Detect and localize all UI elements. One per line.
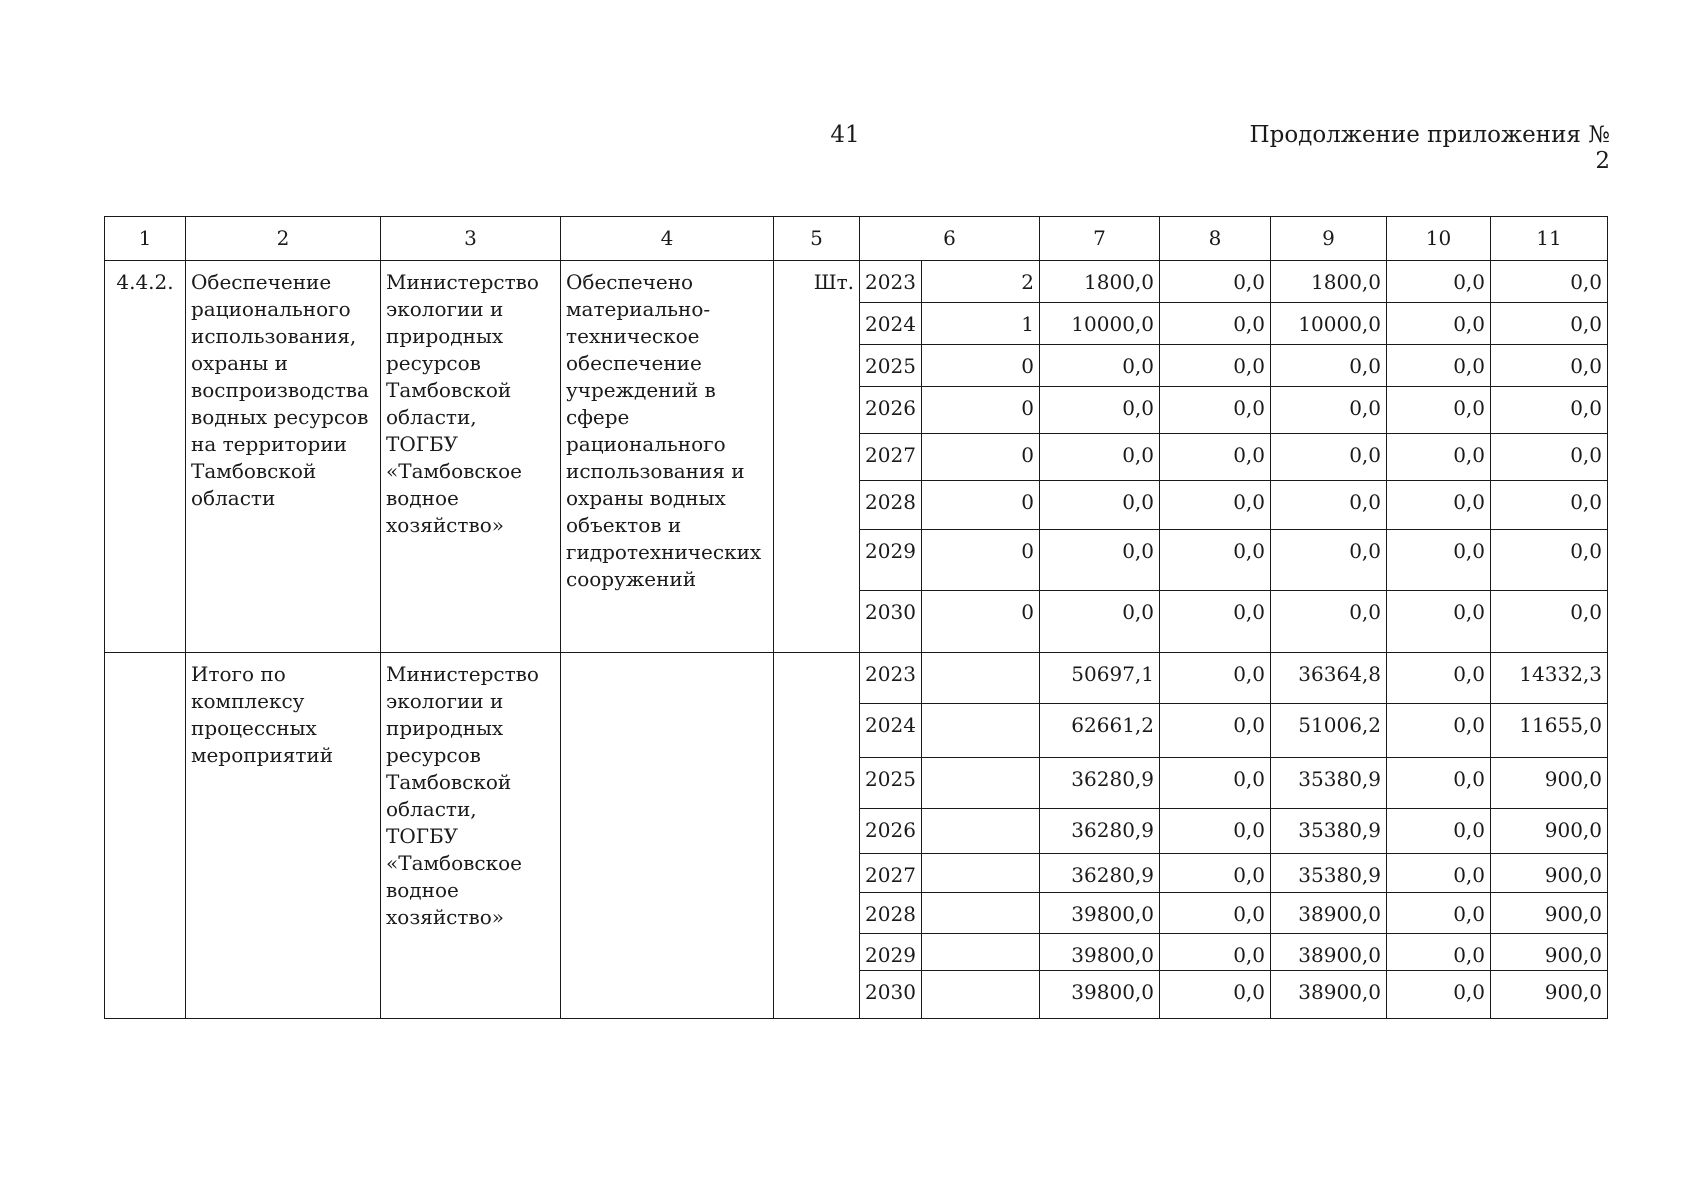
year-cell: 2028 (860, 893, 922, 934)
column-number: 7 (1040, 217, 1160, 261)
column-number: 9 (1271, 217, 1387, 261)
col10-cell: 0,0 (1387, 591, 1491, 653)
col10-cell: 0,0 (1387, 934, 1491, 971)
column-number: 10 (1387, 217, 1491, 261)
empty-code-cell (105, 653, 186, 1019)
column-number: 2 (186, 217, 381, 261)
total-cell: 0,0 (1040, 434, 1160, 481)
year-cell: 2024 (860, 303, 922, 345)
col11-cell: 0,0 (1491, 434, 1608, 481)
col9-cell: 38900,0 (1271, 971, 1387, 1019)
total-cell: 39800,0 (1040, 934, 1160, 971)
col10-cell: 0,0 (1387, 261, 1491, 303)
col11-cell: 900,0 (1491, 934, 1608, 971)
total-cell: 36280,9 (1040, 809, 1160, 854)
indicator-value-cell: 1 (922, 303, 1040, 345)
col11-cell: 900,0 (1491, 971, 1608, 1019)
col11-cell: 900,0 (1491, 809, 1608, 854)
col8-cell: 0,0 (1160, 704, 1271, 758)
col8-cell: 0,0 (1160, 758, 1271, 809)
column-number-row (105, 217, 1608, 261)
col9-cell: 0,0 (1271, 591, 1387, 653)
col8-cell: 0,0 (1160, 434, 1271, 481)
col11-cell: 14332,3 (1491, 653, 1608, 704)
year-cell: 2023 (860, 653, 922, 704)
col9-cell: 38900,0 (1271, 893, 1387, 934)
year-cell: 2029 (860, 934, 922, 971)
col10-cell: 0,0 (1387, 345, 1491, 387)
result-description: Обеспечено материально-техническое обеспечение учреждений в сфере рационального использования и охраны водных объектов и гидротехнических сооружений (561, 261, 774, 653)
col11-cell: 0,0 (1491, 530, 1608, 591)
year-cell: 2026 (860, 387, 922, 434)
total-cell: 10000,0 (1040, 303, 1160, 345)
year-cell: 2028 (860, 481, 922, 530)
col10-cell: 0,0 (1387, 704, 1491, 758)
empty-result-cell (561, 653, 774, 1019)
total-cell: 39800,0 (1040, 893, 1160, 934)
col9-cell: 51006,2 (1271, 704, 1387, 758)
col8-cell: 0,0 (1160, 809, 1271, 854)
year-cell: 2030 (860, 971, 922, 1019)
col11-cell: 0,0 (1491, 481, 1608, 530)
indicator-value-cell: 0 (922, 434, 1040, 481)
indicator-value-cell (922, 971, 1040, 1019)
page-number: 41 (830, 122, 860, 148)
col8-cell: 0,0 (1160, 345, 1271, 387)
total-cell: 62661,2 (1040, 704, 1160, 758)
col9-cell: 0,0 (1271, 387, 1387, 434)
year-cell: 2023 (860, 261, 922, 303)
col10-cell: 0,0 (1387, 758, 1491, 809)
indicator-value-cell (922, 893, 1040, 934)
year-cell: 2030 (860, 591, 922, 653)
col8-cell: 0,0 (1160, 854, 1271, 893)
indicator-value-cell (922, 758, 1040, 809)
total-cell: 36280,9 (1040, 854, 1160, 893)
year-cell: 2025 (860, 345, 922, 387)
indicator-value-cell (922, 809, 1040, 854)
total-cell: 0,0 (1040, 345, 1160, 387)
col11-cell: 0,0 (1491, 387, 1608, 434)
indicator-value-cell (922, 653, 1040, 704)
column-number: 4 (561, 217, 774, 261)
col11-cell: 900,0 (1491, 893, 1608, 934)
total-cell: 0,0 (1040, 481, 1160, 530)
column-number: 5 (774, 217, 860, 261)
year-cell: 2024 (860, 704, 922, 758)
col9-cell: 35380,9 (1271, 809, 1387, 854)
col11-cell: 900,0 (1491, 854, 1608, 893)
col8-cell: 0,0 (1160, 893, 1271, 934)
col10-cell: 0,0 (1387, 530, 1491, 591)
col9-cell: 10000,0 (1271, 303, 1387, 345)
col8-cell: 0,0 (1160, 387, 1271, 434)
col8-cell: 0,0 (1160, 261, 1271, 303)
col8-cell: 0,0 (1160, 971, 1271, 1019)
year-cell: 2029 (860, 530, 922, 591)
col11-cell: 0,0 (1491, 591, 1608, 653)
col9-cell: 0,0 (1271, 434, 1387, 481)
column-number: 11 (1491, 217, 1608, 261)
col10-cell: 0,0 (1387, 809, 1491, 854)
total-cell: 36280,9 (1040, 758, 1160, 809)
col11-cell: 0,0 (1491, 303, 1608, 345)
total-cell: 39800,0 (1040, 971, 1160, 1019)
column-number: 3 (381, 217, 561, 261)
indicator-value-cell: 0 (922, 345, 1040, 387)
col9-cell: 1800,0 (1271, 261, 1387, 303)
col8-cell: 0,0 (1160, 591, 1271, 653)
col8-cell: 0,0 (1160, 303, 1271, 345)
measure-code: 4.4.2. (105, 261, 186, 653)
total-cell: 0,0 (1040, 530, 1160, 591)
col11-cell: 0,0 (1491, 261, 1608, 303)
total-name: Итого по комплексу процессных мероприятий (186, 653, 381, 1019)
section-4-4-2 (105, 261, 1608, 653)
column-number: 1 (105, 217, 186, 261)
year-cell: 2027 (860, 434, 922, 481)
col9-cell: 38900,0 (1271, 934, 1387, 971)
indicator-value-cell (922, 854, 1040, 893)
col9-cell: 0,0 (1271, 481, 1387, 530)
indicator-value-cell: 0 (922, 387, 1040, 434)
total-cell: 1800,0 (1040, 261, 1160, 303)
table-row (105, 261, 1608, 303)
indicator-value-cell: 0 (922, 591, 1040, 653)
col11-cell: 900,0 (1491, 758, 1608, 809)
col10-cell: 0,0 (1387, 971, 1491, 1019)
col10-cell: 0,0 (1387, 653, 1491, 704)
column-number: 6 (860, 217, 1040, 261)
indicator-value-cell: 2 (922, 261, 1040, 303)
column-number: 8 (1160, 217, 1271, 261)
section-total (105, 653, 1608, 1019)
col10-cell: 0,0 (1387, 303, 1491, 345)
unit-of-measure: Шт. (774, 261, 860, 653)
year-cell: 2027 (860, 854, 922, 893)
year-cell: 2026 (860, 809, 922, 854)
total-cell: 0,0 (1040, 591, 1160, 653)
col10-cell: 0,0 (1387, 854, 1491, 893)
total-executor: Министерство экологии и природных ресурсов Тамбовской области, ТОГБУ «Тамбовское водное хозяйство» (381, 653, 561, 1019)
col10-cell: 0,0 (1387, 387, 1491, 434)
measure-name: Обеспечение рационального использования, охраны и воспроизводства водных ресурсов на территории Тамбовской области (186, 261, 381, 653)
col9-cell: 35380,9 (1271, 854, 1387, 893)
col9-cell: 36364,8 (1271, 653, 1387, 704)
indicator-value-cell: 0 (922, 530, 1040, 591)
budget-table (104, 216, 1608, 1019)
total-cell: 0,0 (1040, 387, 1160, 434)
total-cell: 50697,1 (1040, 653, 1160, 704)
year-cell: 2025 (860, 758, 922, 809)
table-row (105, 653, 1608, 704)
col9-cell: 35380,9 (1271, 758, 1387, 809)
col9-cell: 0,0 (1271, 345, 1387, 387)
col8-cell: 0,0 (1160, 653, 1271, 704)
col10-cell: 0,0 (1387, 481, 1491, 530)
indicator-value-cell: 0 (922, 481, 1040, 530)
col10-cell: 0,0 (1387, 434, 1491, 481)
col10-cell: 0,0 (1387, 893, 1491, 934)
col9-cell: 0,0 (1271, 530, 1387, 591)
col8-cell: 0,0 (1160, 934, 1271, 971)
col11-cell: 0,0 (1491, 345, 1608, 387)
appendix-note: Продолжение приложения № 2 (1249, 122, 1610, 174)
col8-cell: 0,0 (1160, 481, 1271, 530)
col11-cell: 11655,0 (1491, 704, 1608, 758)
indicator-value-cell (922, 934, 1040, 971)
executor-name: Министерство экологии и природных ресурсов Тамбовской области, ТОГБУ «Тамбовское водное хозяйство» (381, 261, 561, 653)
indicator-value-cell (922, 704, 1040, 758)
col8-cell: 0,0 (1160, 530, 1271, 591)
empty-unit-cell (774, 653, 860, 1019)
